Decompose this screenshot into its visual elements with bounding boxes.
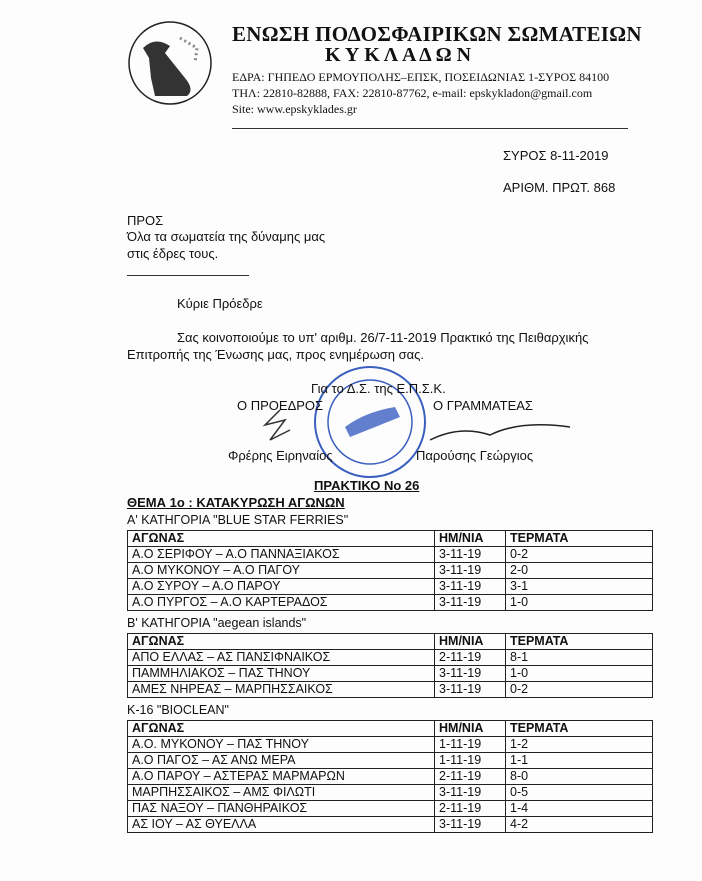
date-cell: 3-11-19	[435, 547, 506, 563]
secretary-name: Παρούσης Γεώργιος	[416, 448, 534, 463]
date-cell: 1-11-19	[435, 737, 506, 753]
table-row	[128, 595, 653, 611]
score-cell: 1-1	[506, 753, 653, 769]
header-divider	[232, 128, 628, 129]
date-cell: 2-11-19	[435, 801, 506, 817]
org-subtitle: Κ Υ Κ Λ Α Δ Ω Ν	[325, 44, 472, 66]
org-contact: ΤΗΛ: 22810-82888, FAX: 22810-87762, e-mail: epskykladon@gmail.com	[232, 86, 593, 100]
date-cell: 3-11-19	[435, 666, 506, 682]
table-row	[128, 817, 653, 833]
results-table-a	[127, 530, 653, 611]
date-cell: 3-11-19	[435, 817, 506, 833]
match-cell: Α.Ο ΠΑΡΟΥ – ΑΣΤΕΡΑΣ ΜΑΡΜΑΡΩΝ	[128, 769, 435, 785]
date-cell: 2-11-19	[435, 769, 506, 785]
president-title: Ο ΠΡΟΕΔΡΟΣ	[237, 398, 324, 413]
table-row	[128, 682, 653, 698]
date-cell: 3-11-19	[435, 785, 506, 801]
match-cell: ΑΣ ΙΟΥ – ΑΣ ΘΥΕΛΛΑ	[128, 817, 435, 833]
col-score: ΤΕΡΜΑΤΑ	[506, 634, 653, 650]
match-cell: Α.Ο ΠΥΡΓΟΣ – Α.Ο ΚΑΡΤΕΡΑΔΟΣ	[128, 595, 435, 611]
score-cell: 1-2	[506, 737, 653, 753]
col-date: ΗΜ/ΝΙΑ	[435, 634, 506, 650]
president-name: Φρέρης Ειρηναίος	[228, 448, 333, 463]
match-cell: ΠΑΜΜΗΛΙΑΚΟΣ – ΠΑΣ ΤΗΝΟΥ	[128, 666, 435, 682]
table-row	[128, 666, 653, 682]
score-cell: 3-1	[506, 579, 653, 595]
date-cell: 3-11-19	[435, 682, 506, 698]
match-cell: ΑΠΟ ΕΛΛΑΣ – ΑΣ ΠΑΝΣΙΦΝΑΙΚΟΣ	[128, 650, 435, 666]
table-row	[128, 650, 653, 666]
score-cell: 0-2	[506, 547, 653, 563]
results-table-b	[127, 633, 653, 698]
section-b-label: Β' ΚΑΤΗΓΟΡΙΑ "aegean islands"	[127, 616, 307, 630]
date-cell: 2-11-19	[435, 650, 506, 666]
col-match: ΑΓΩΝΑΣ	[128, 721, 435, 737]
minutes-title: ΠΡΑΚΤΙΚΟ Νο 26	[314, 478, 420, 493]
col-date: ΗΜ/ΝΙΑ	[435, 531, 506, 547]
score-cell: 2-0	[506, 563, 653, 579]
score-cell: 1-0	[506, 595, 653, 611]
date-cell: 3-11-19	[435, 595, 506, 611]
match-cell: Α.Ο ΜΥΚΟΝΟΥ – Α.Ο ΠΑΓΟΥ	[128, 563, 435, 579]
match-cell: Α.Ο. ΜΥΚΟΝΟΥ – ΠΑΣ ΤΗΝΟΥ	[128, 737, 435, 753]
match-cell: ΜΑΡΠΗΣΣΑΙΚΟΣ – ΑΜΣ ΦΙΛΩΤΙ	[128, 785, 435, 801]
table-row	[128, 785, 653, 801]
table-row	[128, 563, 653, 579]
body-line-2: Επιτροπής της Ένωσης μας, προς ενημέρωση σας.	[127, 347, 425, 362]
union-logo-icon	[125, 18, 215, 108]
section-a-label: Α' ΚΑΤΗΓΟΡΙΑ "BLUE STAR FERRIES"	[127, 513, 349, 527]
document-date: ΣΥΡΟΣ 8-11-2019	[503, 148, 609, 163]
recipient-divider	[127, 275, 249, 276]
date-cell: 3-11-19	[435, 563, 506, 579]
table-row	[128, 801, 653, 817]
table-row	[128, 737, 653, 753]
score-cell: 1-4	[506, 801, 653, 817]
score-cell: 4-2	[506, 817, 653, 833]
score-cell: 8-1	[506, 650, 653, 666]
results-table-k16	[127, 720, 653, 833]
col-date: ΗΜ/ΝΙΑ	[435, 721, 506, 737]
match-cell: Α.Ο ΣΕΡΙΦΟΥ – Α.Ο ΠΑΝΝΑΞΙΑΚΟΣ	[128, 547, 435, 563]
col-match: ΑΓΩΝΑΣ	[128, 531, 435, 547]
col-match: ΑΓΩΝΑΣ	[128, 634, 435, 650]
section-k16-label: Κ-16 "BIOCLEAN"	[127, 703, 229, 717]
topic-heading: ΘΕΜΑ 1ο : ΚΑΤΑΚΥΡΩΣΗ ΑΓΩΝΩΝ	[127, 495, 345, 510]
table-row	[128, 547, 653, 563]
score-cell: 8-0	[506, 769, 653, 785]
table-row	[128, 753, 653, 769]
score-cell: 0-5	[506, 785, 653, 801]
signature-for: Για το Δ.Σ. της Ε.Π.Σ.Κ.	[311, 381, 446, 396]
recipient-line-1: Όλα τα σωματεία της δύναμης μας	[127, 229, 326, 244]
recipient-line-2: στις έδρες τους.	[127, 246, 219, 261]
date-cell: 1-11-19	[435, 753, 506, 769]
org-address: ΕΔΡΑ: ΓΗΠΕΔΟ ΕΡΜΟΥΠΟΛΗΣ–ΕΠΣΚ, ΠΟΣΕΙΔΩΝΙΑΣ 1-ΣΥΡΟΣ 84100	[232, 70, 610, 84]
signatures-icon	[260, 405, 580, 445]
col-score: ΤΕΡΜΑΤΑ	[506, 721, 653, 737]
body-line-1: Σας κοινοποιούμε το υπ' αριθμ. 26/7-11-2019 Πρακτικό της Πειθαρχικής	[177, 330, 589, 345]
date-cell: 3-11-19	[435, 579, 506, 595]
col-score: ΤΕΡΜΑΤΑ	[506, 531, 653, 547]
match-cell: Α.Ο ΣΥΡΟΥ – Α.Ο ΠΑΡΟΥ	[128, 579, 435, 595]
match-cell: ΠΑΣ ΝΑΞΟΥ – ΠΑΝΘΗΡΑΙΚΟΣ	[128, 801, 435, 817]
table-row	[128, 769, 653, 785]
match-cell: Α.Ο ΠΑΓΟΣ – ΑΣ ΑΝΩ ΜΕΡΑ	[128, 753, 435, 769]
secretary-title: Ο ΓΡΑΜΜΑΤΕΑΣ	[433, 398, 533, 413]
salutation: Κύριε Πρόεδρε	[177, 296, 263, 311]
recipient-label: ΠΡΟΣ	[127, 213, 164, 228]
match-cell: ΑΜΕΣ ΝΗΡΕΑΣ – ΜΑΡΠΗΣΣΑΙΚΟΣ	[128, 682, 435, 698]
protocol-number: ΑΡΙΘΜ. ΠΡΩΤ. 868	[503, 180, 616, 195]
org-title: ΕΝΩΣΗ ΠΟΔΟΣΦΑΙΡΙΚΩΝ ΣΩΜΑΤΕΙΩΝ	[232, 22, 642, 46]
score-cell: 0-2	[506, 682, 653, 698]
org-site: Site: www.epskyklades.gr	[232, 102, 357, 116]
table-row	[128, 579, 653, 595]
score-cell: 1-0	[506, 666, 653, 682]
